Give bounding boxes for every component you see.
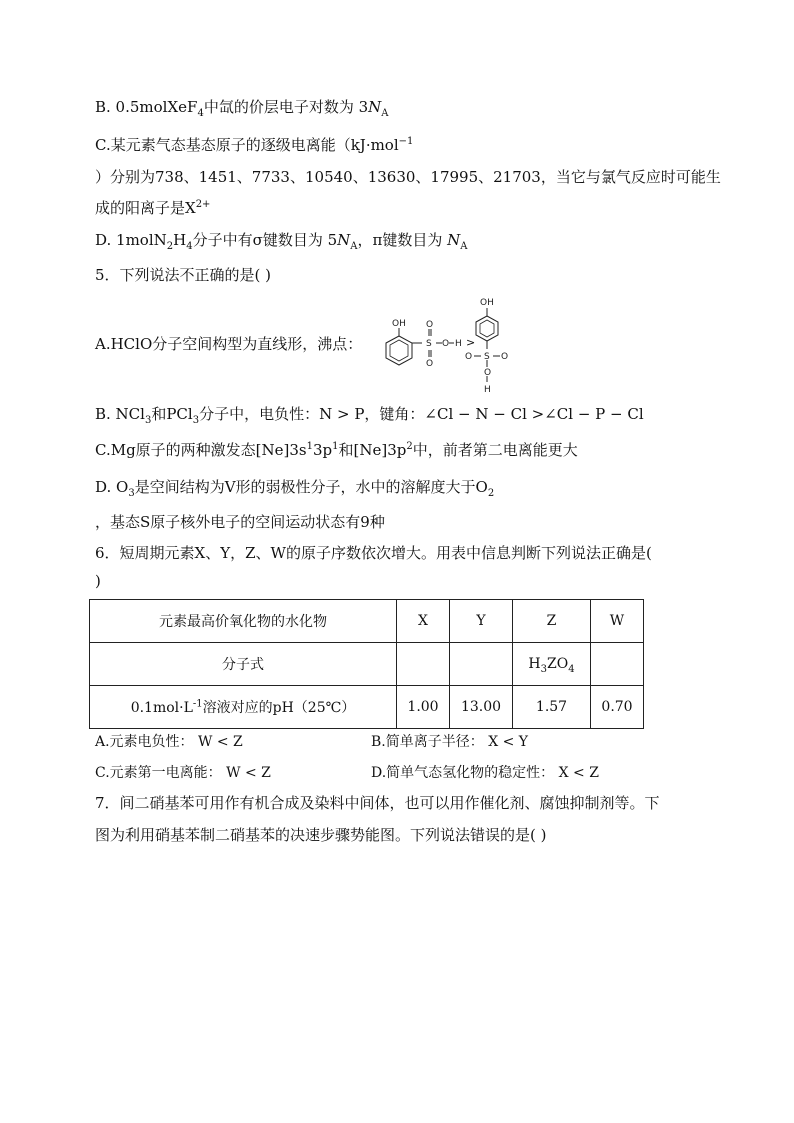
table-cell: 元素最高价氧化物的水化物 [90,600,397,643]
element-data-table [89,599,644,729]
q4-option-b: B. 0.5molXeF$_4$中氙的价层电子对数为 $3N_A$ [95,98,389,119]
table-cell: 1.57 [513,686,591,729]
s-label: S [426,339,432,349]
table-cell: $0.1mol\cdot L^{-1}$溶液对应的pH（25℃） [90,686,397,729]
q5-option-d-cont: ，基态S原子核外电子的空间运动状态有9种 [95,513,385,531]
q6-option-c: C.元素第一电离能： W < Z [95,765,271,781]
benzene-ring-1-inner [390,340,408,361]
table-cell: Z [513,600,591,643]
q4-option-c-line3: 成的阳离子是$X^{2+}$ [95,199,211,217]
q6-title-line1: 6．短周期元素X、Y，Z、W的原子序数依次增大。用表中信息判断下列说法正确是( [95,544,652,562]
table-row [90,686,644,729]
table-cell: 13.00 [450,686,513,729]
o-label-right: O [501,352,509,362]
s-label-2: S [484,352,490,362]
q5-title: 5．下列说法不正确的是( ) [95,266,272,284]
q5-option-d: D. $O_3$是空间结构为V形的弱极性分子，水中的溶解度大于$O_2$ [95,478,495,499]
oh-label-2: OH [480,298,494,308]
table-row [90,600,644,643]
h-label-2: H [484,385,491,395]
table-cell: X [397,600,450,643]
o-label-bottom: O [426,359,434,369]
greater-than-sign: > [466,336,476,349]
table-cell: $H_3ZO_4$ [513,643,591,686]
table-cell: W [591,600,644,643]
q4-option-c-line2: ）分别为738、1451、7733、10540、13630、17995、21703，当它与氯气反应时可能生 [95,168,721,186]
q5-option-a: A.HClO分子空间构型为直线形，沸点： [95,335,363,353]
table-cell [450,643,513,686]
table-row [90,643,644,686]
q6-title-line2: ) [95,572,101,590]
ortho-hydroxybenzenesulfonic-acid-structure [368,316,463,374]
table-cell [591,643,644,686]
q7-line2: 图为利用硝基苯制二硝基苯的决速步骤势能图。下列说法错误的是( ) [95,826,547,844]
q4-option-c-line1: C.某元素气态基态原子的逐级电离能（kJ·mol$^{-1}$ [95,136,414,154]
table-cell: Y [450,600,513,643]
o-label-top: O [426,320,434,330]
para-hydroxybenzenesulfonic-acid-structure [462,296,512,396]
o-label-left: O [465,352,473,362]
q7-line1: 7．间二硝基苯可用作有机合成及染料中间体，也可以用作催化剂、腐蚀抑制剂等。下 [95,794,660,812]
q5-option-c: C.Mg原子的两种激发态$[Ne]3s^13p^1$和$[Ne]3p^2$中，前者第二电离能更大 [95,441,578,459]
q6-option-b: B.简单离子半径： X < Y [371,734,529,750]
q5-option-b: B. NCl$_3$和PCl$_3$分子中，电负性：N > P，键角：∠Cl − N − Cl >∠Cl − P − Cl [95,405,644,426]
oh-label: OH [392,319,406,329]
h-label: H [455,339,462,349]
q6-option-d: D.简单气态氢化物的稳定性： X < Z [371,765,599,781]
o-label-lower: O [484,368,492,378]
q4-option-d: D. $1molN_2H_4$分子中有σ键数目为 $5N_A$，π键数目为 $N_A$ [95,231,468,252]
table-cell: 分子式 [90,643,397,686]
table-cell [397,643,450,686]
o-label-ester: O [442,339,450,349]
q6-option-a: A.元素电负性： W < Z [95,734,243,750]
table-cell: 0.70 [591,686,644,729]
benzene-ring-2-inner [480,320,494,337]
table-cell: 1.00 [397,686,450,729]
